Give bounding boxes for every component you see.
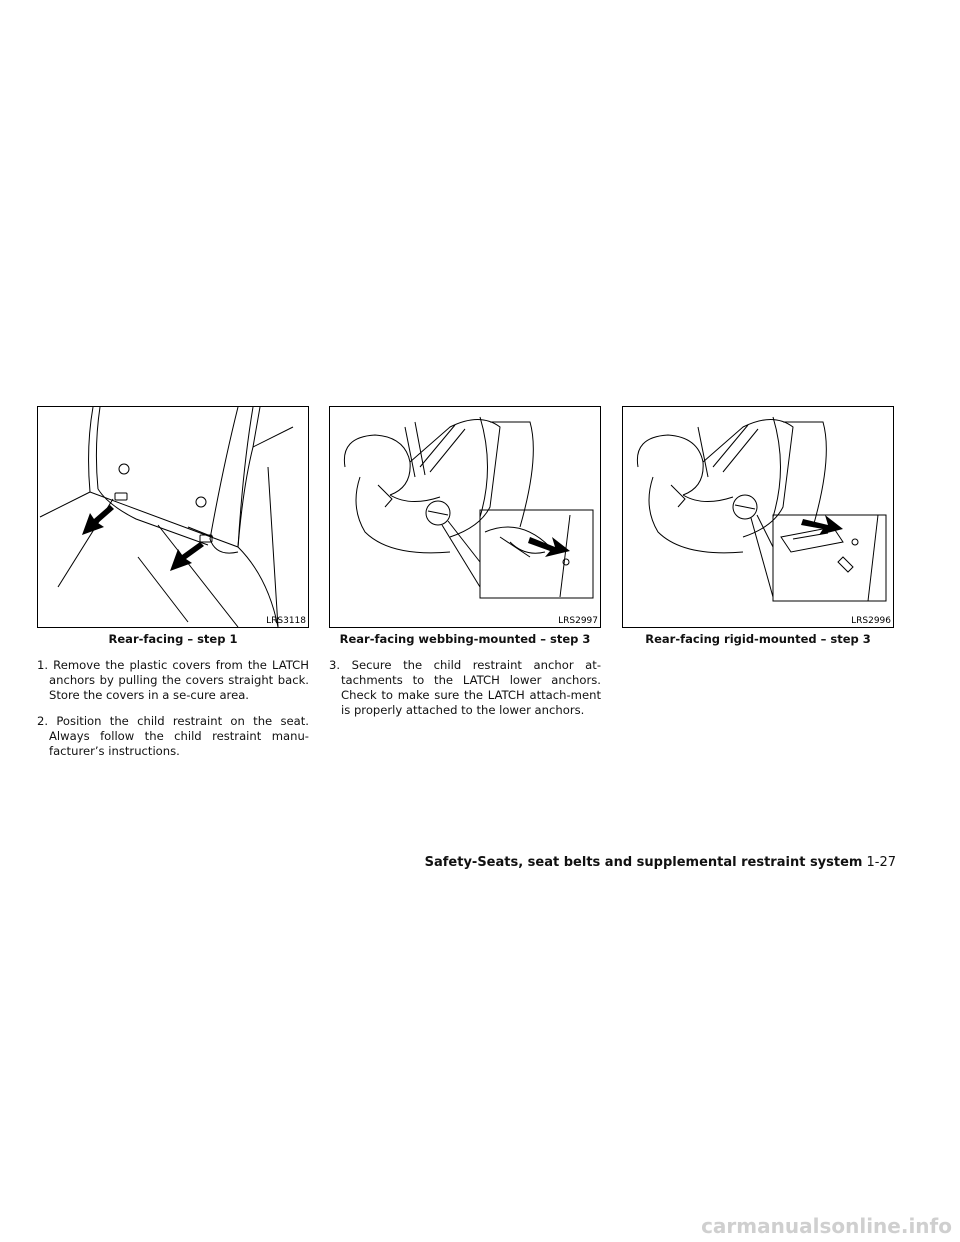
figure-code: LRS2997 bbox=[558, 616, 598, 626]
section-title: Safety-Seats, seat belts and supplemental restraint system bbox=[424, 855, 863, 870]
page-footer bbox=[0, 851, 896, 870]
page-number: 1-27 bbox=[866, 855, 896, 870]
step-2: 2. Position the child restraint on the seat. Always follow the child restraint manu-facturer’s instructions. bbox=[37, 714, 309, 759]
column-3 bbox=[622, 406, 894, 646]
figure-code: LRS3118 bbox=[266, 616, 306, 626]
seat-cushion-illustration bbox=[38, 407, 308, 627]
figure-rear-facing-step-1 bbox=[37, 406, 309, 628]
figure-caption: Rear-facing rigid-mounted – step 3 bbox=[645, 632, 871, 646]
watermark: carmanualsonline.info bbox=[701, 1214, 952, 1238]
column-1 bbox=[37, 406, 309, 765]
figure-caption: Rear-facing – step 1 bbox=[108, 632, 238, 646]
child-seat-rigid-illustration bbox=[623, 407, 893, 627]
column-2 bbox=[329, 406, 601, 724]
figure-code: LRS2996 bbox=[851, 616, 891, 626]
step-1: 1. Remove the plastic covers from the LATCH anchors by pulling the covers straight back. Store the covers in a se-cure area. bbox=[37, 657, 309, 702]
step-3: 3. Secure the child restraint anchor at-tachments to the LATCH lower anchors. Check to make sure the LATCH attach-ment is properly attached to the lower anchors. bbox=[329, 657, 601, 717]
instruction-steps bbox=[37, 658, 309, 760]
figure-rear-facing-webbing-mounted bbox=[329, 406, 601, 628]
child-seat-webbing-illustration bbox=[330, 407, 600, 627]
figure-caption: Rear-facing webbing-mounted – step 3 bbox=[339, 632, 591, 646]
instruction-steps bbox=[329, 658, 601, 718]
figure-rear-facing-rigid-mounted bbox=[622, 406, 894, 628]
